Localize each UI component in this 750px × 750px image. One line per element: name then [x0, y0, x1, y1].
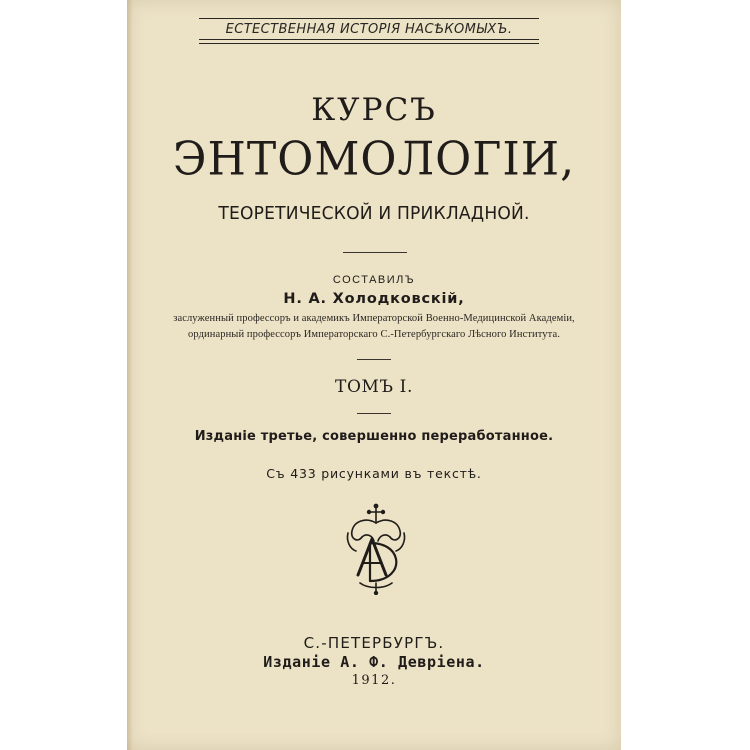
series-header: [199, 18, 539, 44]
author-credentials-line-2: ординарный профессоръ Императорскаго С.-Петербургскаго Лѣсного Института.: [188, 329, 560, 340]
publisher-monogram-icon: [344, 503, 408, 595]
subtitle: ТЕОРЕТИЧЕСКОЙ И ПРИКЛАДНОЙ.: [218, 203, 530, 224]
divider-rule: [343, 252, 407, 253]
title-line-kurs: КУРСЪ: [311, 92, 437, 128]
volume-label: ТОМЪ I.: [335, 377, 413, 397]
divider-rule: [357, 359, 391, 360]
title-line-entomology: ЭНТОМОЛОГІИ,: [172, 132, 576, 187]
title-page: [127, 0, 621, 750]
author-name: Н. А. Холодковскій,: [283, 291, 465, 307]
imprint-city: С.-ПЕТЕРБУРГЪ.: [303, 634, 445, 652]
divider-rule: [357, 413, 391, 414]
series-title: ЕСТЕСТВЕННАЯ ИСТОРІЯ НАСѢКОМЫХЪ.: [225, 22, 513, 37]
author-credentials-line-1: заслуженный профессоръ и академикъ Императорской Военно-Медицинской Академіи,: [173, 313, 575, 324]
edition-note: Изданіе третье, совершенно переработанное.: [194, 429, 554, 444]
figures-note: Съ 433 рисунками въ текстѣ.: [266, 466, 482, 481]
imprint-publisher: Изданіе А. Ф. Девріена.: [263, 653, 485, 671]
compiled-by-label: СОСТАВИЛЪ: [332, 274, 416, 286]
imprint-year: 1912.: [351, 673, 397, 688]
